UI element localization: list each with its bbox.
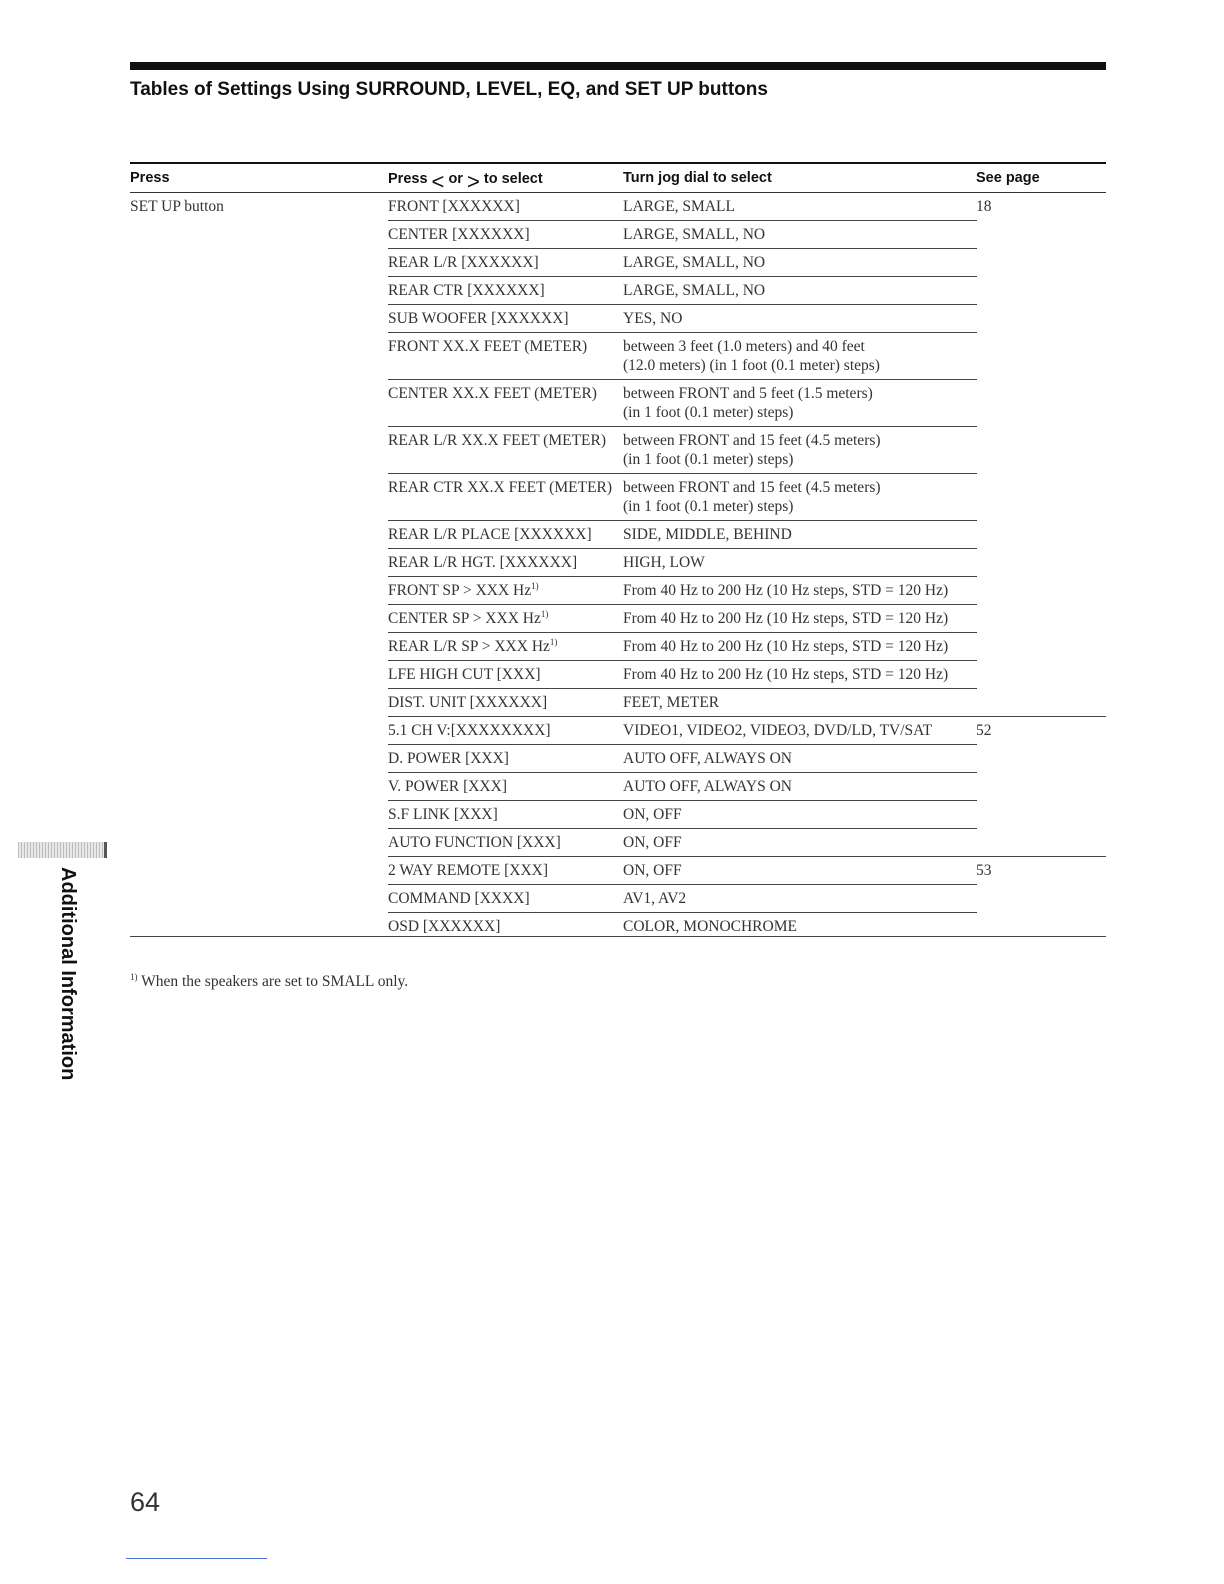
- jog-cell: LARGE, SMALL, NO: [623, 254, 766, 271]
- settings-table: [130, 162, 1106, 941]
- select-cell: FRONT XX.X FEET (METER): [388, 338, 588, 355]
- table-bottom-rule: [130, 936, 1106, 937]
- page-number: 64: [130, 1487, 161, 1517]
- select-cell: FRONT [XXXXXX]: [388, 198, 520, 215]
- jog-line-2: (in 1 foot (0.1 meter) steps): [623, 404, 794, 421]
- table-row: [130, 221, 1106, 249]
- table-row: [130, 801, 1106, 829]
- select-cell: V. POWER [XXX]: [388, 778, 507, 795]
- jog-line-1: between 3 feet (1.0 meters) and 40 feet: [623, 338, 865, 355]
- jog-line-2: (in 1 foot (0.1 meter) steps): [623, 498, 794, 515]
- jog-line-1: between FRONT and 15 feet (4.5 meters): [623, 432, 881, 449]
- jog-cell: LARGE, SMALL, NO: [623, 282, 766, 299]
- jog-cell: From 40 Hz to 200 Hz (10 Hz steps, STD = 120 Hz): [623, 582, 949, 599]
- jog-cell: [623, 384, 873, 422]
- select-cell: S.F LINK [XXX]: [388, 806, 498, 823]
- select-text: FRONT SP > XXX Hz: [388, 582, 532, 599]
- header-select-or: or: [448, 171, 463, 187]
- left-arrow-icon: <: [431, 169, 445, 194]
- table-row: [130, 661, 1106, 689]
- table-row: [130, 380, 1106, 427]
- table-row: [130, 474, 1106, 521]
- select-text: REAR L/R SP > XXX Hz: [388, 638, 550, 655]
- select-cell: REAR L/R XX.X FEET (METER): [388, 432, 606, 449]
- table-row: [130, 521, 1106, 549]
- table-row: [130, 745, 1106, 773]
- table-row: [130, 549, 1106, 577]
- select-cell: CENTER [XXXXXX]: [388, 226, 530, 243]
- jog-cell: [623, 337, 880, 375]
- jog-cell: ON, OFF: [623, 806, 682, 823]
- header-select: [388, 169, 543, 194]
- side-tab-label: Additional Information: [57, 867, 79, 1081]
- top-rule: [130, 62, 1106, 70]
- jog-line-2: (12.0 meters) (in 1 foot (0.1 meter) steps): [623, 357, 880, 374]
- jog-cell: VIDEO1, VIDEO2, VIDEO3, DVD/LD, TV/SAT: [623, 722, 933, 739]
- table-row: [130, 427, 1106, 474]
- jog-cell: [623, 478, 881, 516]
- select-cell: REAR CTR [XXXXXX]: [388, 282, 545, 299]
- select-cell: REAR L/R [XXXXXX]: [388, 254, 539, 271]
- table-row: [130, 277, 1106, 305]
- select-cell: 5.1 CH V:[XXXXXXXX]: [388, 722, 551, 739]
- footnote: [130, 973, 408, 991]
- footer-line: [126, 1558, 267, 1559]
- footnote-text: When the speakers are set to SMALL only.: [141, 973, 409, 990]
- select-cell: REAR CTR XX.X FEET (METER): [388, 479, 613, 496]
- footnote-ref: 1): [531, 580, 539, 591]
- jog-cell: COLOR, MONOCHROME: [623, 918, 797, 935]
- table-row: [130, 689, 1106, 717]
- select-cell: [388, 581, 539, 600]
- page-cell: 18: [976, 198, 992, 215]
- select-cell: DIST. UNIT [XXXXXX]: [388, 694, 548, 711]
- table-row: [130, 857, 1106, 885]
- select-cell: 2 WAY REMOTE [XXX]: [388, 862, 549, 879]
- table-row: [130, 577, 1106, 605]
- jog-cell: From 40 Hz to 200 Hz (10 Hz steps, STD = 120 Hz): [623, 666, 949, 683]
- header-select-suffix: to select: [483, 171, 543, 187]
- select-cell: AUTO FUNCTION [XXX]: [388, 834, 561, 851]
- table-row: [130, 717, 1106, 745]
- table-row: [130, 305, 1106, 333]
- table-row: [130, 633, 1106, 661]
- page-cell: 52: [976, 722, 992, 739]
- jog-cell: ON, OFF: [623, 834, 682, 851]
- select-cell: COMMAND [XXXX]: [388, 890, 530, 907]
- select-cell: CENTER XX.X FEET (METER): [388, 385, 597, 402]
- jog-cell: [623, 431, 881, 469]
- footnote-ref: 1): [540, 608, 549, 619]
- select-cell: OSD [XXXXXX]: [388, 918, 501, 935]
- jog-line-1: between FRONT and 15 feet (4.5 meters): [623, 479, 881, 496]
- table-row: [130, 885, 1106, 913]
- jog-cell: From 40 Hz to 200 Hz (10 Hz steps, STD = 120 Hz): [623, 638, 949, 655]
- jog-cell: AV1, AV2: [623, 890, 687, 907]
- header-jog: Turn jog dial to select: [623, 170, 772, 186]
- select-cell: LFE HIGH CUT [XXX]: [388, 666, 541, 683]
- table-row: [130, 773, 1106, 801]
- page-cell: 53: [976, 862, 992, 879]
- press-cell: SET UP button: [130, 198, 224, 215]
- select-cell: [388, 637, 557, 656]
- side-tab-marker: [18, 842, 107, 858]
- select-cell: REAR L/R PLACE [XXXXXX]: [388, 526, 592, 543]
- jog-line-1: between FRONT and 5 feet (1.5 meters): [623, 385, 873, 402]
- select-cell: D. POWER [XXX]: [388, 750, 509, 767]
- table-row: [130, 333, 1106, 380]
- jog-cell: AUTO OFF, ALWAYS ON: [623, 778, 793, 795]
- footnote-ref: 1): [549, 636, 558, 647]
- jog-cell: SIDE, MIDDLE, BEHIND: [623, 526, 792, 543]
- select-text: CENTER SP > XXX Hz: [388, 610, 541, 627]
- jog-cell: From 40 Hz to 200 Hz (10 Hz steps, STD = 120 Hz): [623, 610, 949, 627]
- footnote-mark: 1): [130, 971, 138, 982]
- header-select-prefix: Press: [388, 171, 428, 187]
- jog-cell: FEET, METER: [623, 694, 720, 711]
- jog-cell: HIGH, LOW: [623, 554, 705, 571]
- select-cell: [388, 609, 548, 628]
- table-header: [130, 162, 1106, 193]
- jog-line-2: (in 1 foot (0.1 meter) steps): [623, 451, 794, 468]
- header-press: Press: [130, 170, 170, 186]
- jog-cell: AUTO OFF, ALWAYS ON: [623, 750, 793, 767]
- header-page: See page: [976, 170, 1040, 186]
- table-row: [130, 605, 1106, 633]
- table-row: [130, 829, 1106, 857]
- select-cell: SUB WOOFER [XXXXXX]: [388, 310, 569, 327]
- jog-cell: LARGE, SMALL, NO: [623, 226, 766, 243]
- jog-cell: LARGE, SMALL: [623, 198, 735, 215]
- table-row: [130, 193, 1106, 221]
- jog-cell: YES, NO: [623, 310, 683, 327]
- table-row: [130, 249, 1106, 277]
- right-arrow-icon: >: [466, 169, 480, 194]
- jog-cell: ON, OFF: [623, 862, 682, 879]
- page-title: Tables of Settings Using SURROUND, LEVEL, EQ, and SET UP buttons: [130, 79, 768, 100]
- select-cell: REAR L/R HGT. [XXXXXX]: [388, 554, 578, 571]
